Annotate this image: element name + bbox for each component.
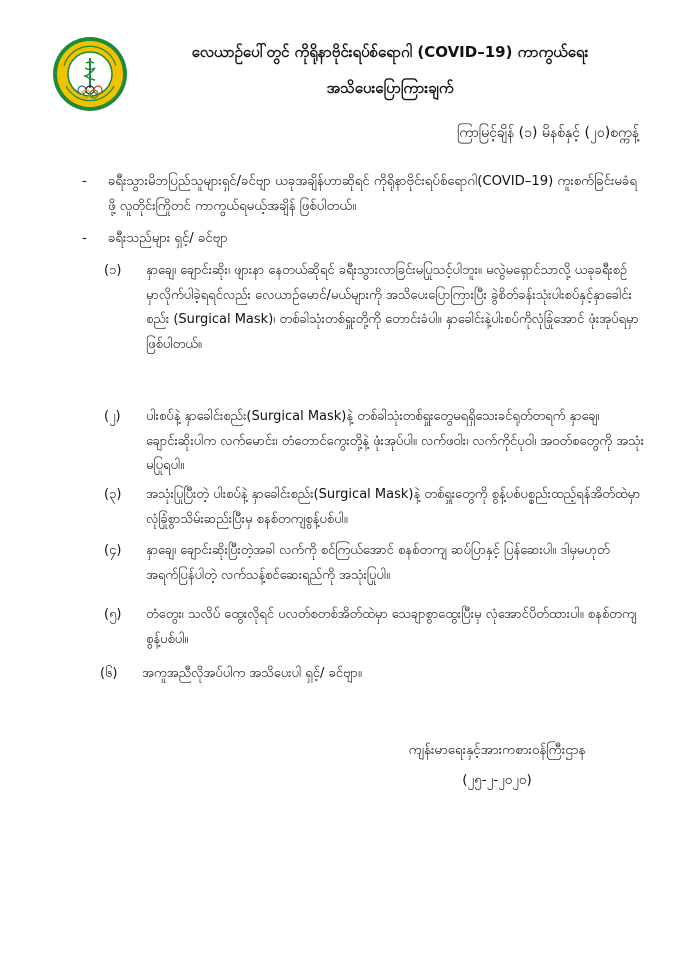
signature-date: (၂၅-၂-၂၀၂၀) — [462, 772, 532, 788]
item-text: အကူအညီလိုအပ်ပါက အသိပေးပါ ရှင့်/ ခင်ဗျာ။ — [142, 666, 362, 681]
item-text: နှာချေ၊ ချောင်းဆိုးပြီးတဲ့အခါ လက်ကို စင်ကြယ်အောင် စနစ်တကျ ဆပ်ပြာနှင့် ပြန်ဆေးပါ။ ဒါမှမဟုတ် အရက်ပြန်ပါတဲ့ လက်သန့်စင်ဆေးရည်ကို အသုံးပြုပါ။ — [146, 543, 610, 583]
item-number: (၂) — [104, 409, 121, 424]
item-text: ပါးစပ်နဲ့ နှာခေါင်းစည်း(Surgical Mask)နဲ့ တစ်ခါသုံးတစ်ရှူးတွေမရရှိသေးခင်ရုတ်တရက် နှာချေ၊ ချောင်းဆိုးပါက လက်မောင်း၊ တံတောင်ကွေးတို့နဲ့ ဖုံးအုပ်ပါ။ လက်ဖဝါး၊ လက်ကိုင်ပုဝါ၊ အဝတ်စတွေကို အသုံးမပြုရပါ။ — [146, 409, 644, 473]
item-number: (၃) — [104, 487, 122, 502]
bullet-text: ခရီးသွားမိဘပြည်သူများရှင်/ခင်ဗျာ ယခုအချိန်ဟာဆိုရင် ကိုရိုနာဗိုင်းရပ်စ်ရောဂါ(COVID–19) ကူးစက်ခြင်းမခံရဖို့ လူတိုင်းကြိုတင် ကာကွယ်ရမယ့်အချိန် ဖြစ်ပါတယ်။ — [108, 174, 637, 214]
notice-title-line-1: လေယာဉ်ပေါ်တွင် ကိုရိုနာဗိုင်းရပ်စ်ရောဂါ (COVID–19) ကာကွယ်ရေး — [191, 43, 589, 61]
item-number: (၆) — [100, 666, 118, 681]
bullet-dash: - — [82, 174, 87, 189]
item-text: အသုံးပြုပြီးတဲ့ ပါးစပ်နဲ့ နှာခေါင်းစည်း(Surgical Mask)နဲ့ တစ်ရှူးတွေကို စွန့်ပစ်ပစ္စည်းထည့်ရန်အိတ်ထဲမှာ လုံခြုံစွာသိမ်းဆည်းပြီးမှ စနစ်တကျစွန့်ပစ်ပါ။ — [146, 487, 641, 527]
notice-title-line-2: အသိပေးပြောကြားချက် — [326, 79, 454, 97]
item-number: (၄) — [104, 543, 122, 558]
item-number: (၅) — [104, 607, 122, 622]
bullet-text: ခရီးသည်များ ရှင့်/ ခင်ဗျာ — [108, 231, 228, 246]
duration-text: ကြာမြင့်ချိန် (၁) မိနစ်နှင့် (၂၀)စက္ကန့် — [456, 125, 639, 141]
item-number: (၁) — [104, 263, 122, 278]
bullet-dash: - — [82, 231, 87, 246]
signature-org: ကျန်းမာရေးနှင့်အားကစားဝန်ကြီးဌာန — [408, 742, 586, 758]
item-text: နှာချေ၊ ချောင်းဆိုး၊ ဖျားနာ နေတယ်ဆိုရင် ခရီးသွားလာခြင်းမပြုသင့်ပါဘူး။ မလွဲမရှောင်သာလို့ ယခုခရီးစဉ်မှာလိုက်ပါခဲ့ရရင်လည်း လေယာဉ်မောင်/မယ်များကို အသိပေးပြောကြားပြီး ခွဲစိတ်ခန်းသုံးပါးစပ်နှင့်နှာခေါင်းစည်း (Surgical Mask)၊ တစ်ခါသုံးတစ်ရှူးတို့ကို တောင်းခံပါ။ နှာခေါင်းနဲ့ပါးစပ်ကိုလုံခြုံအောင် ဖုံးအုပ်ရမှာ ဖြစ်ပါတယ်။ — [146, 263, 639, 352]
ministry-seal-icon — [52, 36, 128, 112]
ministry-logo — [52, 36, 128, 112]
item-text: တံတွေး၊ သလိပ် ထွေးလိုရင် ပလတ်စတစ်အိတ်ထဲမှာ သေချာစွာထွေးပြီးမှ လုံအောင်ပိတ်ထားပါ။ စနစ်တကျ စွန့်ပစ်ပါ။ — [146, 607, 637, 647]
